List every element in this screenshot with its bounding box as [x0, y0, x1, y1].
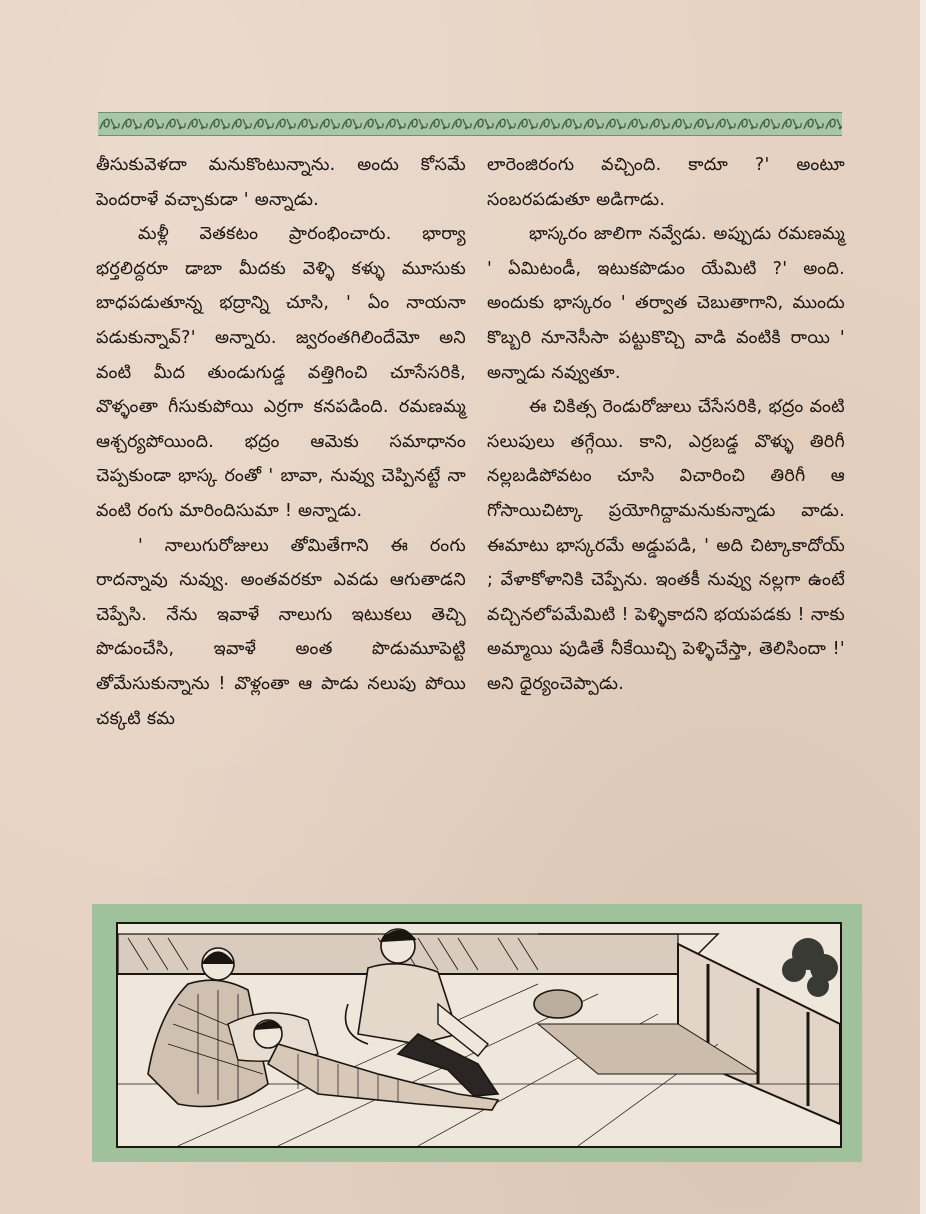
- page-edge: [920, 0, 926, 1214]
- paragraph: మళ్లీ వెతకటం ప్రారంభించారు. భార్యా భర్తలిద్దరూ డాబా మీదకు వెళ్ళి కళ్ళు మూసుకు బాధపడుతూన్న భద్రాన్ని చూసి, ' ఏం నాయనా పడుకున్నావ్?' అన్నారు. జ్వరంతగిలిందేమో అని వంటి మీద తుండుగుడ్డ వత్తిగించి చూసేసరికి, వొళ్ళంతా గీసుకుపోయి ఎర్రగా కనపడింది. రమణమ్మ ఆశ్చర్యపోయింది. భద్రం ఆమెకు సమాధానం చెప్పకుండా భాస్క రంతో ' బావా, నువ్వు చెప్పినట్టే నా వంటి రంగు మారిందిసుమా ! అన్నాడు.: [96, 224, 466, 521]
- right-column: [487, 148, 845, 702]
- paragraph: తీసుకువెళదా మనుకొంటున్నాను. అందు కోసమే పెందరాళే వచ్చాకుడా ' అన్నాడు.: [96, 155, 466, 210]
- decorative-border: [98, 112, 842, 136]
- paragraph: లారెంజిరంగు వచ్చింది. కాదూ ?' అంటూ సంబరపడుతూ అడిగాడు.: [487, 155, 845, 210]
- left-column: [96, 148, 466, 736]
- illustration-frame: [92, 904, 862, 1162]
- illustration-family-terrace-icon: [116, 922, 842, 1148]
- paragraph: భాస్కరం జాలిగా నవ్వేడు. అప్పుడు రమణమ్మ ' ఏమిటండీ, ఇటుకపొడుం యేమిటి ?' అంది. అందుకు భాస్కరం ' తర్వాత చెబుతాగాని, ముందు కొబ్బరి నూనెసీసా పట్టుకొచ్చి వాడి వంటికి రాయి ' అన్నాడు నవ్వుతూ.: [487, 224, 845, 383]
- paragraph: ' నాలుగురోజులు తోమితేగాని ఈ రంగు రాదన్నావు నువ్వు. అంతవరకూ ఎవడు ఆగుతాడని చెప్పేసి. నేను ఇవాళే నాలుగు ఇటుకలు తెచ్చి పొడుంచేసి, ఇవాళే అంత పొడుమూపెట్టి తోమేసుకున్నాను ! వొళ్లంతా ఆ పాడు నలుపు పోయి చక్కటి కమ: [96, 535, 466, 729]
- paragraph: ఈ చికిత్స రెండురోజులు చేసేసరికి, భద్రం వంటి సలుపులు తగ్గేయి. కాని, ఎర్రబడ్డ వొళ్ళు తిరిగీ నల్లబడిపోవటం చూసి విచారించి తిరిగీ ఆ గోసాయిచిట్కా ప్రయోగిద్దామనుకున్నాడు వాడు. ఈమాటు భాస్కరమే అడ్డుపడి, ' అది చిట్కాకాదోయ్ ; వేళాకోళానికి చెప్పేను. ఇంతకీ నువ్వు నల్లగా ఉంటే వచ్చినలోపమేమిటి ! పెళ్ళికాదని భయపడకు ! నాకు అమ్మాయి పుడితే నీకేయిచ్చి పెళ్ళిచేస్తా, తెలిసిందా !' అని ధైర్యంచెప్పాడు.: [487, 397, 845, 694]
